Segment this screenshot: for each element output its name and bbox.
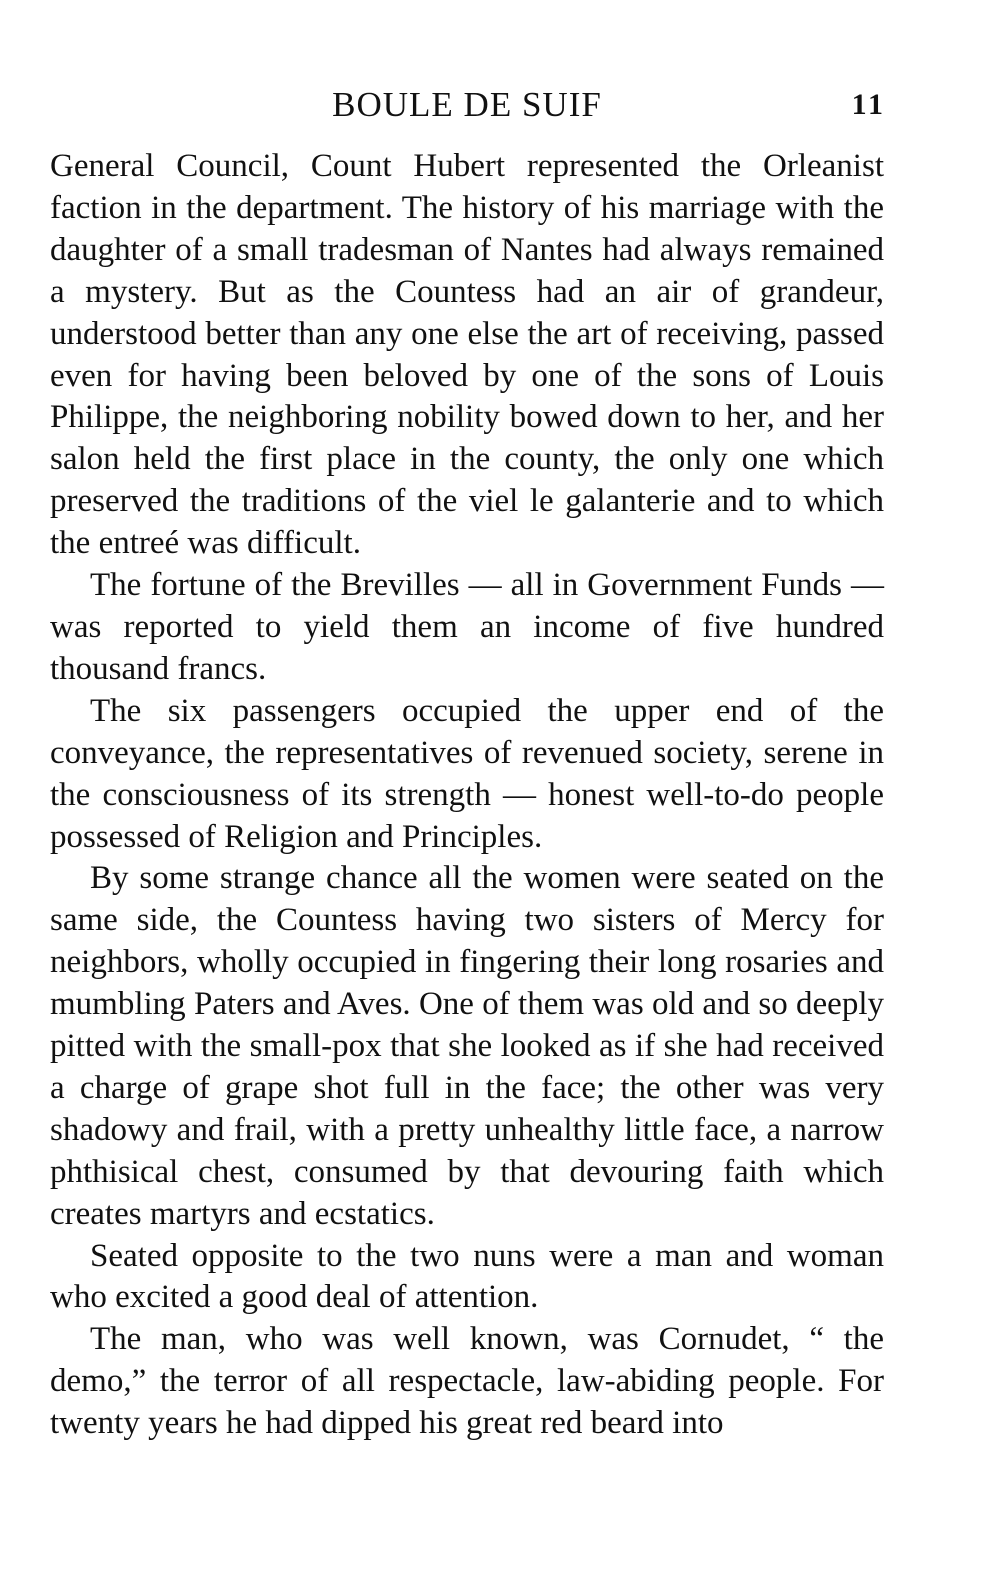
paragraph: The fortune of the Brevilles — all in Government Funds — was reported to yield them an income of five hundred thousand francs. xyxy=(50,567,884,687)
paragraph: By some strange chance all the women were seated on the same side, the Countess having two sisters of Mercy for neighbors, wholly occupied in fingering their long rosaries and mumbling Paters and Aves. One of them was old and so deeply pitted with the small-pox that she looked as if she had received a charge of grape shot full in the face; the other was very shadowy and frail, with a pretty unhealthy little face, a narrow phthisical chest, consumed by that devouring faith which creates martyrs and ecstatics. xyxy=(50,860,884,1232)
paragraph: Seated opposite to the two nuns were a man and woman who excited a good deal of attention. xyxy=(50,1237,884,1316)
book-page xyxy=(50,78,884,1445)
paragraph: The man, who was well known, was Cornudet, “ the demo,” the terror of all respectacle, law-abiding people. For twenty years he had dipped his great red beard into xyxy=(50,1321,884,1442)
page-number: 11 xyxy=(851,88,886,121)
paragraph: The six passengers occupied the upper end of the conveyance, the representatives of revenued society, serene in the consciousness of its strength — honest well-to-do people possessed of Religion and Principles. xyxy=(50,692,884,855)
running-header xyxy=(50,78,884,132)
body-text xyxy=(50,146,884,1445)
running-title: BOULE DE SUIF xyxy=(332,85,602,124)
paragraph: General Council, Count Hubert represented the Orleanist faction in the department. The history of his marriage with the daughter of a small tradesman of Nantes had always remained a mystery. But as the Countess had an air of grandeur, understood better than any one else the art of receiving, passed even for having been beloved by one of the sons of Louis Philippe, the neighboring nobility bowed down to her, and her salon held the first place in the county, the only one which preserved the traditions of the viel le galanterie and to which the entreé was difficult. xyxy=(50,148,884,562)
